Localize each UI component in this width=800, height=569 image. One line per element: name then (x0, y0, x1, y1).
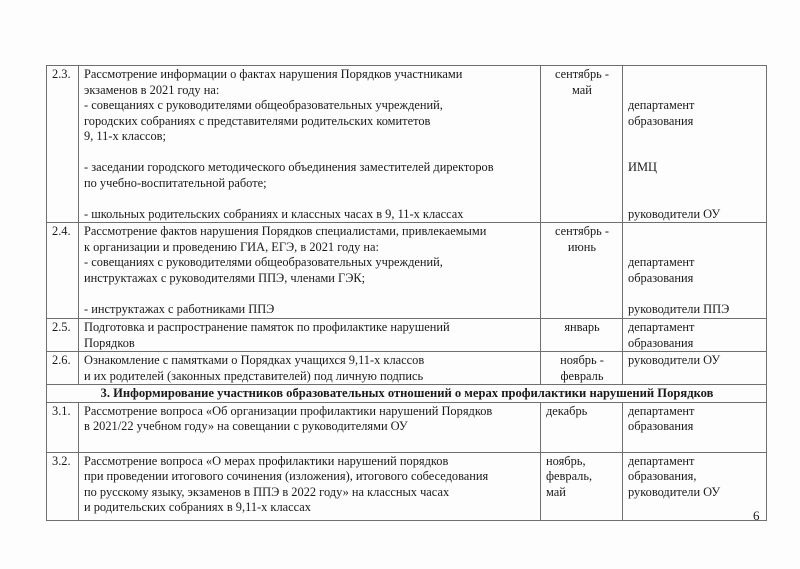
row-term: декабрь (541, 402, 623, 452)
row-number: 3.1. (47, 402, 79, 452)
row-term: январь (541, 319, 623, 352)
row-term: сентябрь - июнь (541, 223, 623, 319)
activity-plan-table (46, 65, 767, 521)
row-responsible: департамент образования, руководители ОУ (623, 452, 767, 520)
table-row (47, 66, 767, 223)
row-responsible: руководители ОУ (623, 352, 767, 385)
row-responsible: департамент образования (623, 319, 767, 352)
row-description: Рассмотрение информации о фактах нарушения Порядков участниками экзаменов в 2021 году на: - совещаниях с руководителями общеобразовательных учреждений, городских собраниях с представителями родительских комитетов 9, 11-х классов; - заседании городского методического объединения заместителей директоров по учебно-воспитательной работе; - школьных родительских собраниях и классных часах в 9, 11-х классах (79, 66, 541, 223)
row-number: 2.6. (47, 352, 79, 385)
row-term: сентябрь - май (541, 66, 623, 223)
table-row (47, 402, 767, 452)
section-title: 3. Информирование участников образовательных отношений о мерах профилактики нарушений Порядков (47, 385, 767, 403)
table-row (47, 319, 767, 352)
row-responsible: департамент образования ИМЦ руководители ОУ (623, 66, 767, 223)
row-term: ноябрь - февраль (541, 352, 623, 385)
row-description: Рассмотрение вопроса «О мерах профилактики нарушений порядков при проведении итогового сочинения (изложения), итогового собеседования по русскому языку, экзаменов в ППЭ в 2022 году» на классных часах и родительских собраниях в 9,11-х классах (79, 452, 541, 520)
row-responsible: департамент образования руководители ППЭ (623, 223, 767, 319)
row-description: Рассмотрение вопроса «Об организации профилактики нарушений Порядков в 2021/22 учебном году» на совещании с руководителями ОУ (79, 402, 541, 452)
row-description: Рассмотрение фактов нарушения Порядков специалистами, привлекаемыми к организации и проведению ГИА, ЕГЭ, в 2021 году на: - совещаниях с руководителями общеобразовательных учреждений, инструктажах с руководителями ППЭ, членами ГЭК; - инструктажах с работниками ППЭ (79, 223, 541, 319)
row-description: Ознакомление с памятками о Порядках учащихся 9,11-х классов и их родителей (законных представителей) под личную подпись (79, 352, 541, 385)
table-row (47, 223, 767, 319)
row-number: 2.4. (47, 223, 79, 319)
row-responsible: департамент образования (623, 402, 767, 452)
table-row (47, 352, 767, 385)
page-number: 6 (753, 508, 760, 523)
row-term: ноябрь, февраль, май (541, 452, 623, 520)
table-row (47, 452, 767, 520)
section-heading-row (47, 385, 767, 403)
row-number: 3.2. (47, 452, 79, 520)
row-number: 2.5. (47, 319, 79, 352)
row-number: 2.3. (47, 66, 79, 223)
row-description: Подготовка и распространение памяток по профилактике нарушений Порядков (79, 319, 541, 352)
